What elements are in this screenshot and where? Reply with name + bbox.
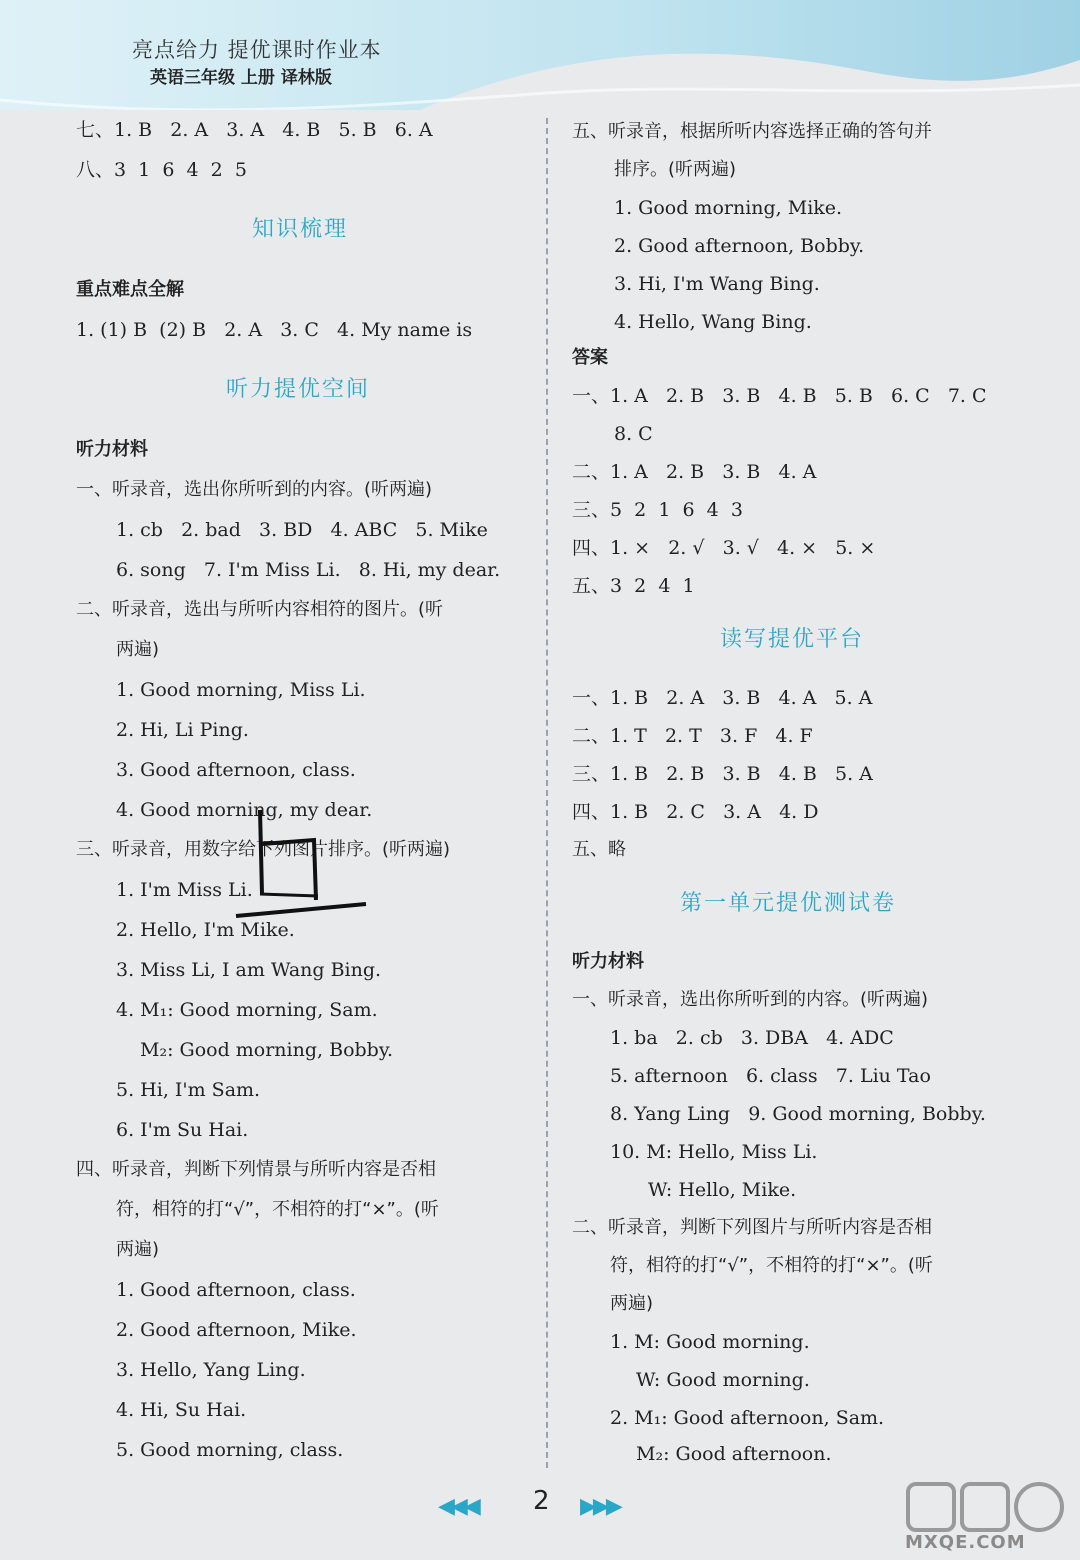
material-line: 2. Good afternoon, Bobby. — [614, 235, 865, 257]
material-line: 8. Yang Ling 9. Good morning, Bobby. — [610, 1103, 986, 1125]
page-number: 2 — [533, 1486, 550, 1516]
answer-line: 三、5 2 1 6 4 3 — [572, 499, 743, 521]
subheading: 听力材料 — [76, 439, 148, 460]
material-line: 4. Hi, Su Hai. — [116, 1399, 247, 1421]
material-line: 3. Hello, Yang Ling. — [116, 1359, 306, 1381]
answer-line: 一、1. A 2. B 3. B 4. B 5. B 6. C 7. C — [572, 385, 987, 407]
answer-line: 七、1. B 2. A 3. A 4. B 5. B 6. A — [76, 119, 433, 141]
material-line: 5. afternoon 6. class 7. Liu Tao — [610, 1065, 931, 1087]
material-line: 2. M₁: Good afternoon, Sam. — [610, 1407, 885, 1429]
material-line: 1. ba 2. cb 3. DBA 4. ADC — [610, 1027, 894, 1049]
answer-line: 二、1. A 2. B 3. B 4. A — [572, 461, 817, 483]
answer-line: 五、略 — [572, 839, 626, 860]
answer-line: 二、1. T 2. T 3. F 4. F — [572, 725, 813, 747]
answer-line: 五、3 2 4 1 — [572, 575, 695, 597]
material-line: 5. Hi, I'm Sam. — [116, 1079, 261, 1101]
question-title: 二、听录音，选出与所听内容相符的图片。(听 — [76, 599, 444, 620]
material-line: 1. Good morning, Mike. — [614, 197, 843, 219]
question-title: 三、听录音，用数字给下列图片排序。(听两遍) — [76, 839, 451, 860]
material-line: 2. Hello, I'm Mike. — [116, 919, 295, 941]
material-line: 1. M: Good morning. — [610, 1331, 810, 1353]
section-heading: 知识梳理 — [252, 217, 349, 242]
material-line: 4. Good morning, my dear. — [116, 799, 373, 821]
question-title-cont: 排序。(听两遍) — [614, 159, 737, 180]
question-title-cont: 两遍) — [116, 1239, 160, 1260]
question-title: 二、听录音，判断下列图片与所听内容是否相 — [572, 1217, 932, 1238]
material-line: 1. I'm Miss Li. — [116, 879, 253, 901]
material-line: 6. song 7. I'm Miss Li. 8. Hi, my dear. — [116, 559, 501, 581]
subheading: 答案 — [572, 347, 608, 368]
material-line: 3. Miss Li, I am Wang Bing. — [116, 959, 382, 981]
question-title-cont: 两遍) — [116, 639, 160, 660]
question-title: 一、听录音，选出你所听到的内容。(听两遍) — [572, 989, 929, 1010]
answer-line: 四、1. B 2. C 3. A 4. D — [572, 801, 819, 823]
material-line: 2. Good afternoon, Mike. — [116, 1319, 357, 1341]
prev-arrows-icon: ◀◀◀ — [438, 1494, 477, 1519]
material-line: 10. M: Hello, Miss Li. — [610, 1141, 818, 1163]
handwriting-scribble — [226, 804, 376, 954]
header-banner — [0, 0, 1080, 110]
watermark-text: MXQE.COM — [905, 1532, 1026, 1553]
question-title: 四、听录音，判断下列情景与所听内容是否相 — [76, 1159, 436, 1180]
material-line: 3. Good afternoon, class. — [116, 759, 356, 781]
material-line: 1. Good morning, Miss Li. — [116, 679, 366, 701]
answer-line: 四、1. × 2. √ 3. √ 4. × 5. × — [572, 537, 876, 559]
material-line: W: Hello, Mike. — [648, 1179, 797, 1201]
answer-line: 三、1. B 2. B 3. B 4. B 5. A — [572, 763, 873, 785]
column-divider — [546, 118, 548, 1468]
section-heading: 读写提优平台 — [720, 627, 865, 652]
question-title: 一、听录音，选出你所听到的内容。(听两遍) — [76, 479, 433, 500]
material-line: 4. M₁: Good morning, Sam. — [116, 999, 378, 1021]
question-title-cont: 符，相符的打“√”，不相符的打“×”。(听 — [116, 1199, 439, 1220]
question-title-cont: 符，相符的打“√”，不相符的打“×”。(听 — [610, 1255, 933, 1276]
answer-line: 一、1. B 2. A 3. B 4. A 5. A — [572, 687, 873, 709]
material-line: 1. Good afternoon, class. — [116, 1279, 356, 1301]
question-title-cont: 两遍) — [610, 1293, 654, 1314]
material-line: 2. Hi, Li Ping. — [116, 719, 249, 741]
material-line: W: Good morning. — [636, 1369, 810, 1391]
answer-line: 8. C — [614, 423, 653, 445]
book-subtitle: 英语三年级 上册 译林版 — [150, 68, 332, 88]
material-line: M₂: Good afternoon. — [636, 1443, 832, 1465]
material-line: 1. cb 2. bad 3. BD 4. ABC 5. Mike — [116, 519, 488, 541]
subheading: 重点难点全解 — [76, 279, 184, 300]
material-line: 5. Good morning, class. — [116, 1439, 344, 1461]
answer-line: 1. (1) B (2) B 2. A 3. C 4. My name is — [76, 319, 473, 341]
material-line: 3. Hi, I'm Wang Bing. — [614, 273, 820, 295]
next-arrows-icon: ▶▶▶ — [580, 1494, 619, 1519]
subheading: 听力材料 — [572, 951, 644, 972]
question-title: 五、听录音，根据所听内容选择正确的答句并 — [572, 121, 932, 142]
answer-line: 八、3 1 6 4 2 5 — [76, 159, 247, 181]
material-line: M₂: Good morning, Bobby. — [140, 1039, 394, 1061]
material-line: 4. Hello, Wang Bing. — [614, 311, 812, 333]
section-heading: 听力提优空间 — [226, 377, 371, 402]
section-heading: 第一单元提优测试卷 — [680, 891, 897, 916]
material-line: 6. I'm Su Hai. — [116, 1119, 249, 1141]
book-title: 亮点给力 提优课时作业本 — [132, 38, 382, 62]
